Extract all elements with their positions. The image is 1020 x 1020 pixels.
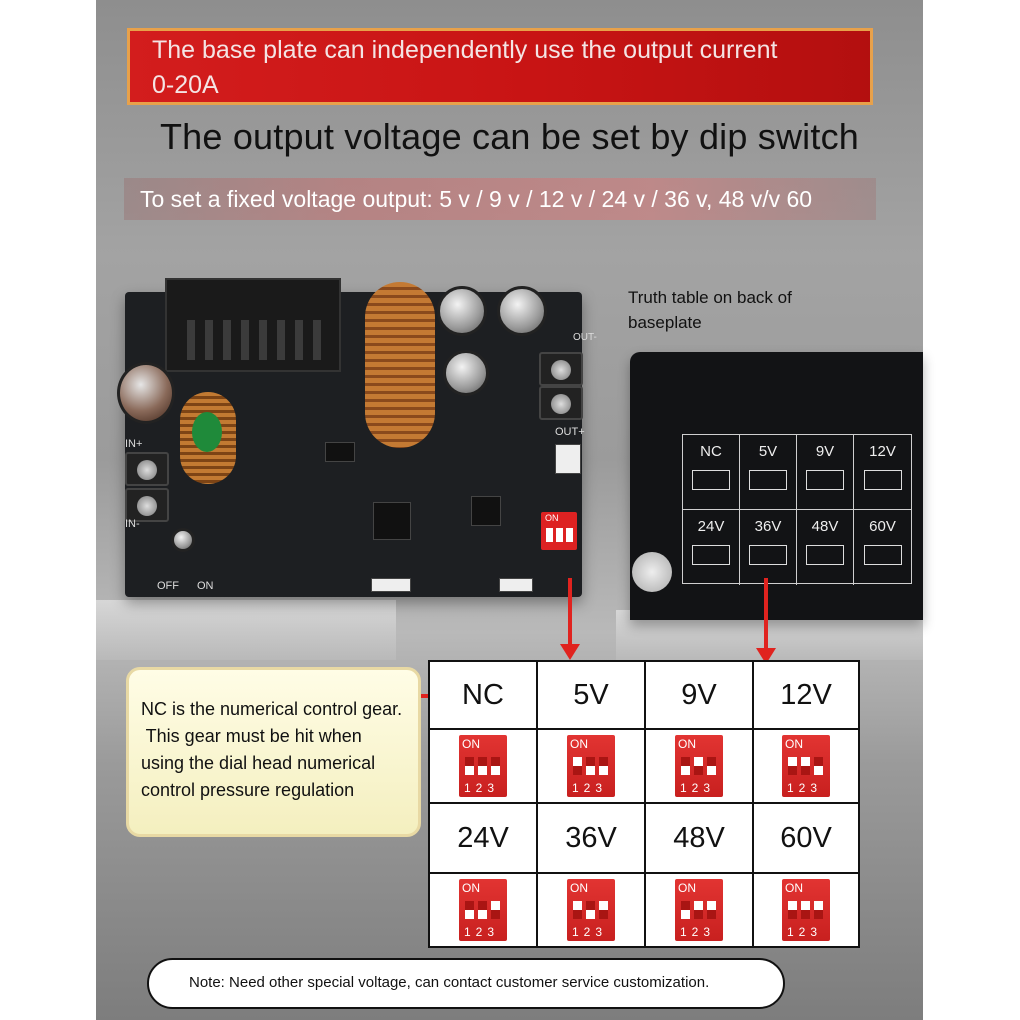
dip-lever xyxy=(465,901,474,919)
dip-on-label: ON xyxy=(785,737,803,751)
in-plus-label: IN+ xyxy=(125,438,143,450)
dip-position-numbers: 123 xyxy=(787,925,823,939)
mounting-post xyxy=(632,552,672,592)
current-banner xyxy=(127,28,873,105)
dip-on-label: ON xyxy=(570,881,588,895)
table-dip-cell xyxy=(430,874,538,946)
nc-note-line-3: using the dial head numerical xyxy=(141,753,376,773)
controller-chip xyxy=(373,502,411,540)
back-cell: 12V xyxy=(854,435,911,510)
table-voltage-label: 9V xyxy=(646,662,754,730)
table-dip-cell xyxy=(754,730,858,804)
heatsink xyxy=(165,278,341,372)
dip-lever xyxy=(586,757,595,775)
pcb-back-photo xyxy=(630,352,923,620)
dip-front-on-label: ON xyxy=(545,513,559,523)
banner-line-2: 0-20A xyxy=(152,71,219,99)
dip-lever xyxy=(801,757,810,775)
connector xyxy=(499,578,533,592)
table-dip-cell xyxy=(646,874,754,946)
out-plus-label: OUT+ xyxy=(555,426,585,438)
dip-truth-table xyxy=(428,660,860,948)
dip-position-numbers: 123 xyxy=(464,925,500,939)
connector xyxy=(371,578,411,592)
input-terminal xyxy=(125,488,169,522)
background-shelf xyxy=(96,600,396,660)
capacitor xyxy=(171,528,195,552)
pcb-front-photo xyxy=(125,292,597,597)
connector xyxy=(555,444,581,474)
dip-lever xyxy=(599,757,608,775)
back-cell: NC xyxy=(683,435,740,510)
table-voltage-label: 48V xyxy=(646,804,754,874)
dip-position-numbers: 123 xyxy=(464,781,500,795)
table-voltage-label: 60V xyxy=(754,804,858,874)
dip-on-label: ON xyxy=(785,881,803,895)
arrow-head xyxy=(560,644,580,660)
dip-position-numbers: 123 xyxy=(680,781,716,795)
dip-lever xyxy=(681,757,690,775)
dip-lever xyxy=(465,757,474,775)
arrow-back-to-table xyxy=(764,578,768,650)
dip-switch xyxy=(567,879,615,941)
dip-lever xyxy=(788,757,797,775)
back-cell: 9V xyxy=(797,435,854,510)
nc-explanation-note xyxy=(126,667,421,837)
dip-lever xyxy=(707,757,716,775)
arrow-front-to-table xyxy=(568,578,572,648)
on-label: ON xyxy=(197,580,214,592)
back-cell: 36V xyxy=(740,510,797,585)
chip xyxy=(471,496,501,526)
dip-lever xyxy=(681,901,690,919)
dip-switch xyxy=(459,879,507,941)
table-voltage-label: 12V xyxy=(754,662,858,730)
dip-switch xyxy=(459,735,507,797)
dip-lever xyxy=(586,901,595,919)
dip-position-numbers: 123 xyxy=(787,781,823,795)
caption-line-1: Truth table on back of xyxy=(628,288,792,307)
dip-switch xyxy=(782,735,830,797)
back-cell: 60V xyxy=(854,510,911,585)
dip-lever xyxy=(491,901,500,919)
dip-switch xyxy=(567,735,615,797)
nc-note-line-4: control pressure regulation xyxy=(141,780,355,800)
capacitor xyxy=(437,286,487,336)
page-title: The output voltage can be set by dip switch xyxy=(159,116,860,157)
dip-lever xyxy=(573,901,582,919)
chip xyxy=(325,442,355,462)
dip-lever xyxy=(491,757,500,775)
dip-lever xyxy=(573,757,582,775)
table-dip-cell xyxy=(538,730,646,804)
back-truth-table xyxy=(682,434,912,584)
dip-lever xyxy=(814,757,823,775)
customization-note: Note: Need other special voltage, can contact customer service customization. xyxy=(147,958,785,1009)
back-cell: 24V xyxy=(683,510,740,585)
dip-on-label: ON xyxy=(462,737,480,751)
capacitor xyxy=(117,362,175,424)
nc-note-line-1: NC is the numerical control gear. xyxy=(141,699,403,719)
filter-inductor xyxy=(180,392,236,484)
table-dip-cell xyxy=(538,874,646,946)
table-voltage-label: 24V xyxy=(430,804,538,874)
table-dip-cell xyxy=(646,730,754,804)
table-dip-cell xyxy=(754,874,858,946)
dip-lever xyxy=(707,901,716,919)
banner-line-1: The base plate can independently use the output current xyxy=(152,36,778,64)
off-label: OFF xyxy=(157,580,179,592)
input-terminal xyxy=(125,452,169,486)
dip-position-numbers: 123 xyxy=(572,925,608,939)
nc-note-line-2: This gear must be hit when xyxy=(141,726,362,746)
dip-on-label: ON xyxy=(462,881,480,895)
dip-lever xyxy=(478,757,487,775)
dip-on-label: ON xyxy=(570,737,588,751)
dip-switch-on-board xyxy=(541,512,577,550)
dip-lever xyxy=(694,901,703,919)
dip-lever xyxy=(801,901,810,919)
dip-lever xyxy=(599,901,608,919)
dip-switch xyxy=(675,879,723,941)
dip-lever xyxy=(694,757,703,775)
caption-line-2: baseplate xyxy=(628,313,702,332)
output-terminal xyxy=(539,352,583,386)
truth-table-caption xyxy=(628,285,792,335)
capacitor xyxy=(497,286,547,336)
dip-on-label: ON xyxy=(678,737,696,751)
dip-on-label: ON xyxy=(678,881,696,895)
dip-switch xyxy=(782,879,830,941)
capacitor xyxy=(443,350,489,396)
in-minus-label: IN- xyxy=(125,518,140,530)
table-dip-cell xyxy=(430,730,538,804)
inductor-coil xyxy=(365,282,435,448)
table-voltage-label: 5V xyxy=(538,662,646,730)
output-terminal xyxy=(539,386,583,420)
table-voltage-label: NC xyxy=(430,662,538,730)
out-minus-label: OUT- xyxy=(573,332,597,343)
fixed-voltage-strip: To set a fixed voltage output: 5 v / 9 v / 12 v / 24 v / 36 v, 48 v/v 60 xyxy=(124,178,876,220)
back-cell: 5V xyxy=(740,435,797,510)
dip-switch xyxy=(675,735,723,797)
dip-lever xyxy=(478,901,487,919)
dip-lever xyxy=(814,901,823,919)
dip-position-numbers: 123 xyxy=(572,781,608,795)
dip-position-numbers: 123 xyxy=(680,925,716,939)
dip-lever xyxy=(788,901,797,919)
table-voltage-label: 36V xyxy=(538,804,646,874)
back-cell: 48V xyxy=(797,510,854,585)
